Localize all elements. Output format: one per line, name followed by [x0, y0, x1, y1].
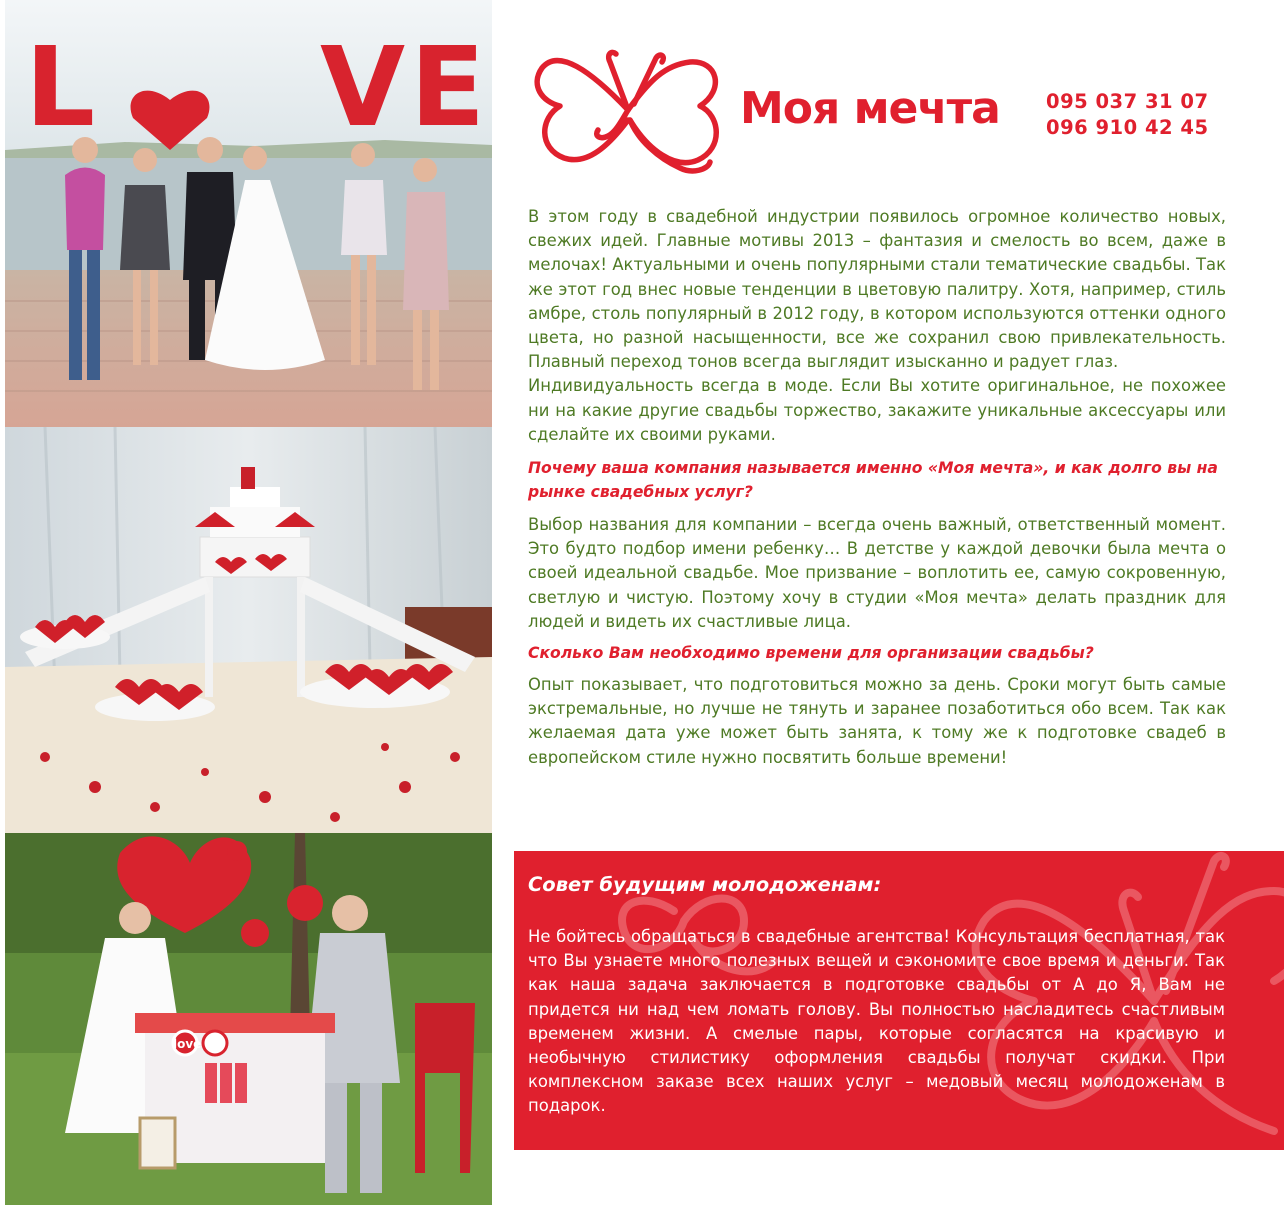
photo-couple-tea — [5, 833, 492, 1205]
intro-paragraph-2: Индивидуальность всегда в моде. Если Вы хотите оригинальное, не похожее ни на какие другие свадьбы торжество, закажите уникальные аксессуары или сделайте их своими руками. — [528, 376, 1226, 444]
advice-title: Совет будущим молодоженам: — [528, 873, 882, 896]
advice-box — [514, 851, 1284, 1150]
love-letter-v: V — [320, 23, 406, 151]
answer-paragraph-2: Опыт показывает, что подготовиться можно за день. Сроки могут быть самые экстремальные, но лучше не тянуть и заранее позаботиться обо всем. Так как желаемая дата уже может быть занята, к тому же к подготовке свадеб в европейском стиле нужно посвятить больше времени! — [528, 675, 1226, 767]
butterfly-logo-icon — [530, 40, 728, 180]
answer-paragraph-1: Выбор названия для компании – всегда очень важный, ответственный момент. Это будто подбор имени ребенку… В детстве у каждой девочки была мечта о своей идеальной свадьбе. Мое призвание – воплотить ее, самую сокровенную, светлую и чистую. Поэтому хочу в студии «Моя мечта» делать праздник для людей и видеть их счастливые лица. — [528, 515, 1226, 631]
brand-name: Моя мечта — [740, 83, 1000, 134]
photo-wedding-cake — [5, 427, 492, 833]
question-heading-2: Сколько Вам необходимо времени для организации свадьбы? — [528, 644, 1094, 663]
phone-number-2[interactable]: 096 910 42 45 — [1046, 116, 1209, 139]
article-body — [528, 205, 1226, 770]
phone-list — [1046, 89, 1209, 141]
intro-paragraph: В этом году в свадебной индустрии появилось огромное количество новых, свежих идей. Главные мотивы 2013 – фантазия и смелость во всем, даже в мелочах! Актуальными и очень популярными стали тематические свадьбы. Так же этот год внес новые тенденции в цветовую палитру. Хотя, например, стиль амбре, столь популярный в 2012 году, в котором используются оттенки одного цвета, но разной насыщенности, все же сохранил свою привлекательность. Плавный переход тонов всегда выглядит изысканно и радует глаз. — [528, 207, 1226, 372]
advice-text: Не бойтесь обращаться в свадебные агентства! Консультация бесплатная, так что Вы узнаете много полезных вещей и сэкономите свое время и деньги. Так как наша задача заключается в подготовке свадьбы от А до Я, Вам не придется ни над чем ломать голову. Вы полностью насладитесь счастливым временем жизни. А смелые пары, которые согласятся на красивую и необычную стилистику оформления свадьбы получат скидки. При комплексном заказе всех наших услуг – медовый месяц молодоженам в подарок. — [528, 927, 1225, 1116]
question-heading-1: Почему ваша компания называется именно «Моя мечта», и как долго вы на рынке свадебных услуг? — [528, 459, 1218, 502]
love-letter-l: L — [25, 23, 96, 151]
photo-love-letters — [5, 0, 492, 427]
love-letter-e: E — [410, 23, 486, 151]
photo-column — [5, 0, 492, 1205]
love-sign: love — [173, 1037, 202, 1051]
phone-number-1[interactable]: 095 037 31 07 — [1046, 90, 1209, 113]
